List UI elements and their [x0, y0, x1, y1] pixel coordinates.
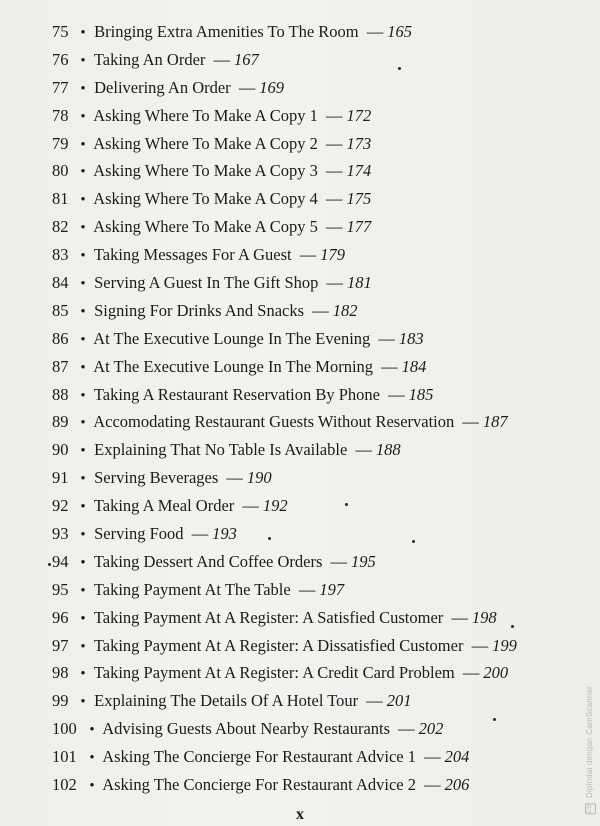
scan-speck [48, 563, 51, 566]
entry-number: 89 [52, 412, 69, 432]
toc-entry [52, 771, 552, 799]
bullet-icon: • [80, 359, 86, 376]
scan-speck [493, 718, 496, 721]
entry-page-number: 167 [234, 49, 259, 69]
entry-number: 77 [52, 77, 69, 97]
toc-entry [52, 213, 552, 241]
entry-title: Asking The Concierge For Restaurant Advice 2 [102, 775, 416, 795]
entry-number: 96 [52, 607, 69, 627]
toc-entry [52, 18, 552, 46]
bullet-icon: • [80, 164, 86, 181]
toc-entry [52, 381, 552, 409]
bullet-icon: • [80, 666, 86, 683]
entry-number: 90 [52, 440, 69, 460]
entry-title: At The Executive Lounge In The Morning [93, 356, 374, 376]
entry-title: Asking The Concierge For Restaurant Advice 1 [102, 747, 416, 767]
bullet-icon: • [80, 610, 86, 627]
entry-number: 93 [52, 524, 69, 544]
entry-page-number: 177 [346, 217, 372, 237]
entry-title: Serving Beverages [94, 468, 219, 488]
toc-entry [52, 743, 552, 771]
entry-dash: — [238, 77, 256, 97]
bullet-icon: • [89, 778, 95, 795]
entry-title: Accomodating Restaurant Guests Without Reservation [93, 412, 455, 432]
entry-number: 97 [52, 635, 69, 655]
bullet-icon: • [80, 220, 86, 237]
entry-title: Taking Payment At A Register: A Credit Card Problem [93, 663, 455, 683]
entry-page-number: 184 [401, 356, 427, 376]
entry-page-number: 183 [398, 328, 424, 348]
entry-page-number: 175 [346, 189, 372, 209]
entry-title: Serving A Guest In The Gift Shop [94, 273, 319, 293]
bullet-icon: • [80, 638, 86, 655]
toc-entry [52, 464, 552, 492]
bullet-icon: • [80, 471, 86, 488]
entry-title: Explaining That No Table Is Available [94, 440, 348, 460]
entry-dash: — [242, 496, 259, 516]
entry-title: Asking Where To Make A Copy 2 [93, 133, 318, 153]
entry-page-number: 187 [482, 412, 508, 432]
entry-page-number: 165 [387, 22, 413, 41]
entry-dash: — [325, 133, 343, 153]
entry-page-number: 199 [492, 635, 517, 655]
table-of-contents [52, 18, 552, 799]
toc-entry [52, 492, 552, 520]
toc-entry [52, 604, 552, 632]
bullet-icon: • [80, 25, 86, 41]
toc-entry [52, 436, 552, 464]
bullet-icon: • [80, 554, 86, 571]
entry-number: 88 [52, 384, 69, 404]
entry-title: Explaining The Details Of A Hotel Tour [94, 691, 359, 711]
entry-number: 82 [52, 217, 69, 237]
entry-dash: — [298, 579, 316, 599]
entry-dash: — [325, 189, 343, 209]
entry-number: 91 [52, 468, 69, 488]
entry-page-number: 201 [386, 691, 412, 711]
scan-speck [268, 537, 271, 540]
entry-page-number: 204 [444, 747, 470, 767]
entry-title: Bringing Extra Amenities To The Room [94, 22, 359, 41]
entry-page-number: 202 [418, 719, 444, 739]
camscanner-icon: CS [585, 803, 596, 814]
entry-page-number: 169 [259, 77, 285, 97]
bullet-icon: • [80, 80, 86, 97]
entry-dash: — [330, 551, 348, 571]
entry-number: 101 [52, 747, 77, 767]
toc-entry [52, 659, 552, 687]
entry-number: 99 [52, 691, 69, 711]
entry-dash: — [326, 273, 344, 293]
entry-title: Taking A Meal Order [93, 496, 235, 516]
toc-entry [52, 715, 552, 743]
bullet-icon: • [80, 52, 86, 69]
entry-page-number: 172 [346, 105, 372, 125]
entry-dash: — [325, 105, 343, 125]
toc-entry [52, 297, 552, 325]
entry-page-number: 197 [319, 579, 345, 599]
toc-entry [52, 548, 552, 576]
entry-dash: — [398, 719, 415, 739]
entry-number: 83 [52, 245, 69, 265]
entry-title: At The Executive Lounge In The Evening [93, 328, 371, 348]
entry-page-number: 173 [346, 133, 372, 153]
bullet-icon: • [80, 331, 86, 348]
entry-page-number: 190 [246, 468, 272, 488]
entry-title: Taking Dessert And Coffee Orders [93, 551, 323, 571]
entry-dash: — [213, 49, 231, 69]
toc-entry [52, 576, 552, 604]
entry-dash: — [424, 775, 441, 795]
scan-speck [511, 625, 514, 628]
entry-title: Asking Where To Make A Copy 5 [93, 217, 318, 237]
toc-entry [52, 520, 552, 548]
bullet-icon: • [80, 499, 86, 516]
entry-dash: — [191, 524, 209, 544]
entry-dash: — [325, 161, 343, 181]
entry-title: Taking Payment At A Register: A Satisfied Customer [93, 607, 444, 627]
entry-page-number: 188 [375, 440, 401, 460]
entry-dash: — [366, 691, 383, 711]
scan-speck [345, 503, 348, 506]
entry-dash: — [299, 245, 317, 265]
bullet-icon: • [80, 248, 86, 265]
entry-title: Signing For Drinks And Snacks [94, 300, 305, 320]
toc-entry [52, 687, 552, 715]
toc-entry [52, 408, 552, 436]
toc-entry [52, 241, 552, 269]
entry-number: 78 [52, 105, 69, 125]
entry-dash: — [471, 635, 489, 655]
toc-entry [52, 157, 552, 185]
entry-page-number: 182 [332, 300, 358, 320]
entry-dash: — [388, 384, 405, 404]
toc-entry [52, 46, 552, 74]
entry-title: Asking Where To Make A Copy 3 [93, 161, 318, 181]
bullet-icon: • [80, 415, 86, 432]
scan-speck [412, 540, 415, 543]
bullet-icon: • [80, 136, 86, 153]
entry-dash: — [226, 468, 243, 488]
entry-page-number: 179 [320, 245, 345, 265]
entry-title: Taking Payment At The Table [93, 579, 291, 599]
entry-number: 98 [52, 663, 69, 683]
page-number: x [296, 806, 304, 823]
entry-dash: — [462, 663, 480, 683]
entry-dash: — [366, 22, 384, 41]
entry-page-number: 198 [471, 607, 497, 627]
entry-page-number: 185 [408, 384, 434, 404]
toc-entry [52, 353, 552, 381]
entry-page-number: 200 [483, 663, 509, 683]
entry-page-number: 181 [347, 273, 372, 293]
bullet-icon: • [89, 750, 95, 767]
entry-dash: — [312, 300, 329, 320]
entry-title: Taking A Restaurant Reservation By Phone [93, 384, 381, 404]
entry-dash: — [378, 328, 395, 348]
entry-number: 84 [52, 273, 69, 293]
bullet-icon: • [80, 303, 86, 320]
toc-entry [52, 269, 552, 297]
bullet-icon: • [80, 192, 86, 209]
bullet-icon: • [80, 582, 86, 599]
bullet-icon: • [80, 276, 86, 293]
entry-title: Taking Payment At A Register: A Dissatisfied Customer [93, 635, 464, 655]
entry-title: Advising Guests About Nearby Restaurants [102, 719, 391, 739]
entry-number: 94 [52, 551, 69, 571]
entry-title: Taking Messages For A Guest [93, 245, 292, 265]
entry-title: Taking An Order [93, 49, 206, 69]
toc-entry [52, 325, 552, 353]
entry-number: 95 [52, 579, 69, 599]
bullet-icon: • [89, 722, 95, 739]
scan-speck [398, 67, 401, 70]
toc-entry [52, 74, 552, 102]
bullet-icon: • [80, 108, 86, 125]
entry-page-number: 192 [262, 496, 288, 516]
scanner-watermark [585, 686, 596, 814]
entry-number: 92 [52, 496, 69, 516]
entry-number: 76 [52, 49, 69, 69]
entry-dash: — [355, 440, 372, 460]
entry-dash: — [462, 412, 479, 432]
toc-entry [52, 185, 552, 213]
toc-entry [52, 632, 552, 660]
entry-number: 80 [52, 161, 69, 181]
entry-dash: — [451, 607, 468, 627]
entry-number: 81 [52, 189, 69, 209]
entry-page-number: 206 [444, 775, 470, 795]
entry-number: 87 [52, 356, 69, 376]
entry-title: Delivering An Order [94, 77, 231, 97]
bullet-icon: • [80, 443, 86, 460]
entry-dash: — [381, 356, 398, 376]
entry-number: 100 [52, 719, 77, 739]
toc-entry [52, 130, 552, 158]
bullet-icon: • [80, 527, 86, 544]
scanner-watermark-text: Dipindai dengan CamScanner [585, 685, 594, 798]
toc-entry [52, 102, 552, 130]
entry-number: 75 [52, 22, 69, 41]
entry-dash: — [325, 217, 343, 237]
entry-number: 102 [52, 775, 77, 795]
entry-page-number: 195 [351, 551, 376, 571]
entry-number: 86 [52, 328, 69, 348]
bullet-icon: • [80, 387, 86, 404]
entry-title: Serving Food [94, 524, 184, 544]
entry-number: 85 [52, 300, 69, 320]
entry-title: Asking Where To Make A Copy 1 [93, 105, 318, 125]
entry-number: 79 [52, 133, 69, 153]
entry-title: Asking Where To Make A Copy 4 [93, 189, 318, 209]
bullet-icon: • [80, 694, 86, 711]
entry-dash: — [424, 747, 441, 767]
entry-page-number: 174 [346, 161, 372, 181]
entry-page-number: 193 [212, 524, 237, 544]
